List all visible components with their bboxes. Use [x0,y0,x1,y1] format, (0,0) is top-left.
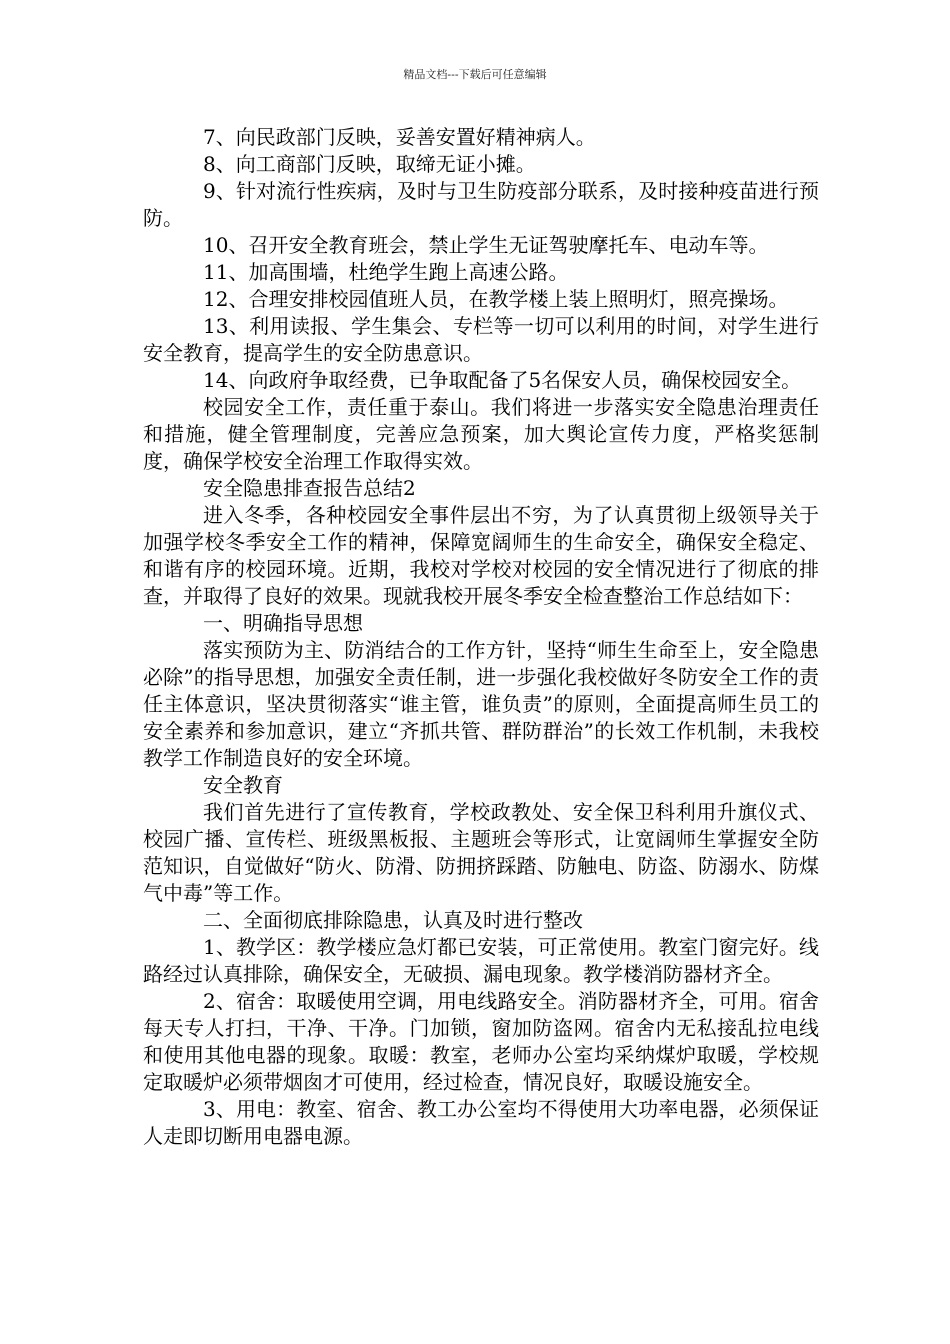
paragraph: 11、加高围墙，杜绝学生跑上高速公路。 [203,260,569,284]
section-title: 安全隐患排查报告总结2 [203,476,416,500]
paragraph: 10、召开安全教育班会，禁止学生无证驾驶摩托车、电动车等。 [203,233,769,257]
section-heading: 安全教育 [203,773,283,797]
paragraph: 校园安全工作，责任重于泰山。我们将进一步落实安全隐患治理责任和措施，健全管理制度，完善应急预案，加大舆论宣传力度，严格奖惩制度，确保学校安全治理工作取得实效。 [143,395,819,473]
paragraph: 9、针对流行性疾病，及时与卫生防疫部分联系，及时接种疫苗进行预防。 [143,179,819,230]
paragraph: 2、宿舍：取暖使用空调，用电线路安全。消防器材齐全，可用。宿舍每天专人打扫，干净、干净。门加锁，窗加防盗网。宿舍内无私接乱拉电线和使用其他电器的现象。取暖：教室，老师办公室均采纳煤炉取暖，学校规定取暖炉必须带烟囱才可使用，经过检查，情况良好，取暖设施安全。 [143,989,819,1094]
paragraph: 7、向民政部门反映，妥善安置好精神病人。 [203,125,596,149]
paragraph: 13、利用读报、学生集会、专栏等一切可以利用的时间，对学生进行安全教育，提高学生的安全防患意识。 [143,314,819,365]
paragraph: 我们首先进行了宣传教育，学校政教处、安全保卫科利用升旗仪式、校园广播、宣传栏、班级黑板报、主题班会等形式，让宽阔师生掌握安全防范知识，自觉做好“防火、防滑、防拥挤踩踏、防触电、防盗、防溺水、防煤气中毒”等工作。 [143,800,819,905]
paragraph: 8、向工商部门反映，取缔无证小摊。 [203,152,536,176]
section-heading: 一、明确指导思想 [203,611,363,635]
document-body [143,124,819,1150]
paragraph: 进入冬季，各种校园安全事件层出不穷，为了认真贯彻上级领导关于加强学校冬季安全工作的精神，保障宽阔师生的生命安全，确保安全稳定、和谐有序的校园环境。近期，我校对学校对校园的安全情况进行了彻底的排查，并取得了良好的效果。现就我校开展冬季安全检查整治工作总结如下： [143,503,819,608]
page-header: 精品文档---下载后可任意编辑 [403,68,547,81]
paragraph: 14、向政府争取经费，已争取配备了5名保安人员，确保校园安全。 [203,368,802,392]
paragraph: 落实预防为主、防消结合的工作方针，坚持“师生生命至上，安全隐患必除”的指导思想，加强安全责任制，进一步强化我校做好冬防安全工作的责任主体意识，坚决贯彻落实“谁主管，谁负责”的原则，全面提高师生员工的安全素养和参加意识，建立“齐抓共管、群防群治”的长效工作机制，未我校教学工作制造良好的安全环境。 [143,638,819,770]
paragraph: 3、用电：教室、宿舍、教工办公室均不得使用大功率电器，必须保证人走即切断用电器电源。 [143,1097,819,1148]
paragraph: 12、合理安排校园值班人员，在教学楼上装上照明灯，照亮操场。 [203,287,789,311]
paragraph: 1、教学区：教学楼应急灯都已安装，可正常使用。教室门窗完好。线路经过认真排除，确保安全，无破损、漏电现象。教学楼消防器材齐全。 [143,935,819,986]
section-heading: 二、全面彻底排除隐患，认真及时进行整改 [203,908,583,932]
